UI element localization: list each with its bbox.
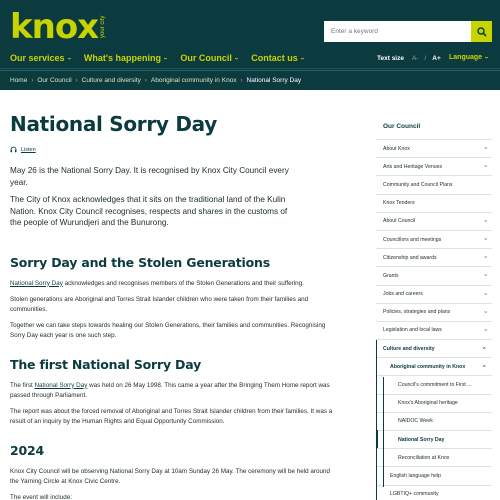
sidebar-title[interactable]: Our Council [376,112,492,140]
breadcrumb [0,70,500,90]
sidebar-item-aboriginal-community[interactable] [376,358,492,376]
site-header [0,0,500,90]
search-icon [477,27,487,37]
breadcrumb-current: National Sorry Day [246,77,302,84]
sidebar-item-label: Jobs and careers [383,291,423,298]
chevron-down-icon: › [482,56,490,59]
sidebar-item-policies[interactable] [376,304,492,322]
paragraph: The event will include: [10,493,72,500]
chevron-down-icon: › [65,56,73,60]
sidebar-item-label: About Knox [383,145,410,152]
sidebar-item-label: English language help [390,472,442,479]
text-larger-button[interactable]: A+ [432,55,441,62]
language-selector[interactable] [449,54,490,61]
paragraph: Stolen generations are Aboriginal and Torres Strait Islander children who were taken from their families and communities. [10,295,309,313]
tree-indicator-line [383,377,384,487]
paragraph-text: was held on 26 May 1998. This came a year after the Bringing Them Home report was passed through Parliament. [10,381,330,399]
sidebar-item-councillors[interactable] [376,231,492,249]
text-size-separator: / [424,55,427,62]
sidebar-item-label: Arts and Heritage Venues [383,163,443,170]
paragraph: The report was about the forced removal of Aboriginal and Torres Strait Islander children from their families. It was a result of an inquiry by the Human Rights and Equal Opportunity Commission. [10,407,333,425]
sidebar-nav [376,112,492,500]
chevron-right-icon: › [240,77,243,84]
chevron-down-icon[interactable]: › [482,328,488,331]
breadcrumb-home[interactable]: Home [10,77,28,84]
chevron-down-icon[interactable]: › [482,274,488,277]
sidebar-item-knox-tenders[interactable] [376,195,492,213]
sidebar-item-community-plans[interactable] [376,176,492,194]
sidebar-item-label: Culture and diversity [383,345,435,352]
sidebar-item-english-help[interactable] [376,467,492,485]
sidebar-item-label: Community and Council Plans [383,181,453,188]
sidebar-item-councils-commitment[interactable] [376,376,492,394]
sidebar-item-citizenship[interactable] [376,249,492,267]
nav-contact-us[interactable] [251,53,306,63]
chevron-down-icon: › [161,56,169,60]
text-smaller-button[interactable]: A- [411,55,419,62]
chevron-down-icon[interactable]: › [482,219,488,222]
sidebar-item-label: LGBTIQ+ community [390,491,439,498]
sidebar-item-reconciliation[interactable] [376,449,492,467]
headphones-icon [10,146,17,153]
lead-paragraph: May 26 is the National Sorry Day. It is recognised by Knox City Council every year. [10,166,289,187]
section-heading-first-sorry-day: The first National Sorry Day [10,356,202,372]
sidebar-item-label: Citizenship and awards [383,254,437,261]
chevron-right-icon: › [75,77,78,84]
sidebar-item-label: Knox Tenders [383,200,415,207]
sidebar-item-about-knox[interactable] [376,140,492,158]
sidebar-item-culture-diversity[interactable] [376,340,492,358]
text-size-controls [377,55,441,62]
breadcrumb-our-council[interactable]: Our Council [37,77,72,84]
main-content [10,112,340,500]
paragraph-text: The first [10,381,35,389]
sidebar-item-label: Knox's Aboriginal heritage [398,400,458,407]
search-bar [324,21,492,42]
nav-label: Our services [10,53,65,63]
section-heading-stolen-generations: Sorry Day and the Stolen Generations [10,254,270,270]
sidebar-item-label: Aboriginal community in Knox [390,363,466,370]
sidebar-item-label: National Sorry Day [398,436,445,443]
sidebar-item-arts-heritage[interactable] [376,158,492,176]
paragraph: Together we can take steps towards healing our Stolen Generations, their families and communities. Recognising Sorry Day each year is one such step. [10,321,326,339]
nav-our-services[interactable] [10,53,73,63]
knox-logo[interactable] [10,7,107,47]
search-input[interactable] [324,21,471,42]
chevron-down-icon[interactable]: › [482,292,488,295]
sidebar-item-label: Grants [383,272,399,279]
text-size-label: Text size [377,55,404,62]
sidebar-item-naidoc-week[interactable] [376,413,492,431]
intro-paragraph: The City of Knox acknowledges that it sits on the traditional land of the Kulin Nation. Knox City Council recognises, respects and shares in the customs of the people of Wurundjeri and the Bunurong. [10,195,288,227]
tree-indicator-line [376,340,377,500]
nav-label: Contact us [251,53,298,63]
sidebar-item-grants[interactable] [376,267,492,285]
paragraph-text: acknowledges and recognises members of the Stolen Generations and their suffering. [62,279,304,287]
chevron-up-icon[interactable]: › [482,347,488,350]
chevron-down-icon[interactable]: › [482,237,488,240]
chevron-right-icon: › [31,77,34,84]
search-button[interactable] [471,21,492,42]
sidebar-item-aboriginal-heritage[interactable] [376,395,492,413]
chevron-down-icon[interactable]: › [482,256,488,259]
page-title: National Sorry Day [10,112,217,136]
sidebar-item-jobs[interactable] [376,286,492,304]
breadcrumb-aboriginal-community[interactable]: Aboriginal community in Knox [150,77,237,84]
paragraph [10,279,340,289]
paragraph [10,381,340,401]
nav-label: Our Council [180,53,232,63]
chevron-down-icon: › [298,56,306,60]
chevron-down-icon[interactable]: › [482,147,488,149]
language-label: Language [449,54,483,61]
sidebar-item-label: About Council [383,218,416,225]
nav-our-council[interactable] [180,53,240,63]
paragraph: Knox City Council will be observing National Sorry Day at 10am Sunday 26 May. The ceremony will be held around the Yarning Circle at Knox Civic Centre. [10,467,331,485]
listen-label: Listen [21,146,36,153]
sidebar-item-label: NAIDOC Week [398,418,433,425]
chevron-down-icon[interactable]: › [482,165,488,168]
national-sorry-day-link[interactable]: National Sorry Day [34,381,88,389]
chevron-up-icon[interactable]: › [482,365,488,368]
main-nav [10,53,306,63]
sidebar-item-label: Council's commitment to First ... [398,382,472,389]
current-page-indicator [376,430,378,448]
logo-wordmark: knox [10,7,99,47]
section-heading-2024: 2024 [10,442,44,458]
chevron-right-icon: › [144,77,147,84]
breadcrumb-culture-diversity[interactable]: Culture and diversity [81,77,141,84]
sidebar-item-label: Legislation and local laws [383,327,442,334]
sidebar-item-about-council[interactable] [376,213,492,231]
logo-tagline: your city [100,15,107,39]
sidebar-item-label: Reconciliation at Knox [398,454,450,461]
sidebar-item-lgbtiq[interactable] [376,486,492,500]
sidebar-item-label: Policies, strategies and plans [383,309,451,316]
sidebar-item-legislation[interactable] [376,322,492,340]
chevron-down-icon[interactable]: › [482,310,488,313]
nav-whats-happening[interactable] [83,53,169,63]
listen-button[interactable] [10,146,340,153]
header-divider [0,68,500,69]
nav-label: What's happening [83,53,162,63]
national-sorry-day-link[interactable]: National Sorry Day [10,279,63,287]
sidebar-item-national-sorry-day[interactable] [376,431,492,449]
chevron-down-icon: › [232,56,240,60]
sidebar-item-label: Councillors and meetings [383,236,442,243]
